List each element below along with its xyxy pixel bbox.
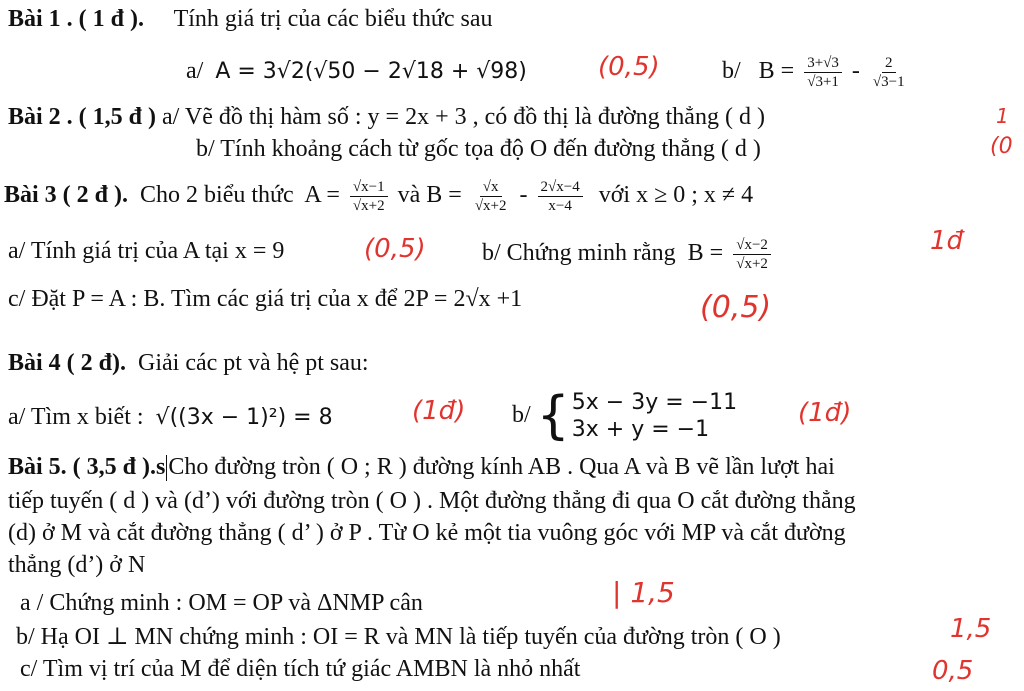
b5-mark-a: | 1,5 (612, 576, 675, 609)
b4-a-expr: √((3x − 1)²) = 8 (155, 405, 333, 430)
b3-b-den: √x+2 (736, 256, 768, 272)
b1-a-label: a/ (186, 58, 204, 84)
b2-line-a (8, 102, 765, 132)
b2-b: b/ Tính khoảng cách từ gốc tọa độ O đến đường thẳng ( d ) (196, 136, 761, 162)
b5-line1-text: Cho đường tròn ( O ; R ) đường kính AB . Qua A và B vẽ lần lượt hai (168, 454, 835, 480)
b4-b-label: b/ (512, 402, 531, 428)
b1-a-mark: (0,5) (598, 52, 660, 82)
b3-A-frac (350, 178, 388, 215)
b1-b (722, 54, 912, 91)
b2-title: Bài 2 . ( 1,5 đ ) (8, 104, 157, 130)
b3-b-frac (733, 236, 771, 273)
b3-A-num: √x−1 (350, 178, 388, 197)
b1-b-frac2 (870, 54, 908, 91)
b1-b-lhs: B = (758, 58, 795, 85)
b1-line (8, 4, 492, 34)
b3-c-mark: (0,5) (700, 290, 772, 325)
b4-b-mark: (1đ) (798, 398, 852, 428)
b5-a: a / Chứng minh : OM = OP và ΔNMP cân (20, 590, 423, 616)
b4-line (8, 348, 369, 378)
b3-b-lhs: B = (687, 240, 724, 267)
b1-b-frac1-num: 3+√3 (804, 54, 842, 73)
b3-B-frac2 (538, 178, 583, 215)
b5-line3: (d) ở M và cắt đường thẳng ( d’ ) ở P . Từ O kẻ một tia vuông góc với MP và cắt đường (8, 520, 846, 546)
b5-line2: tiếp tuyến ( d ) và (d’) với đường tròn ( O ) . Một đường thẳng đi qua O cắt đường thẳng (8, 488, 856, 514)
b4-sys1: 5x − 3y = −11 (571, 390, 738, 416)
b1-b-minus: - (851, 58, 860, 85)
b3-title: Bài 3 ( 2 đ ). (4, 182, 129, 209)
b4-sys2: 3x + y = −1 (571, 417, 710, 443)
b3-A-lhs: A = (304, 182, 340, 209)
b1-b-frac2-den: √3−1 (872, 74, 905, 90)
b3-A-den: √x+2 (352, 198, 385, 214)
brace-icon: { (536, 386, 570, 447)
b2-a: a/ Vẽ đồ thị hàm số : y = 2x + 3 , có đồ thị là đường thẳng ( d ) (162, 104, 765, 130)
b1-b-label: b/ (722, 58, 741, 85)
b3-c: c/ Đặt P = A : B. Tìm các giá trị của x để 2P = 2√x +1 (8, 286, 523, 312)
b4-a-text: a/ Tìm x biết : (8, 404, 144, 430)
b3-line (4, 178, 753, 215)
b3-B-f2-num: 2√x−4 (538, 178, 583, 197)
b1-text: Tính giá trị của các biểu thức sau (173, 6, 493, 32)
b4-title: Bài 4 ( 2 đ). (8, 350, 127, 376)
b3-a-mark: (0,5) (364, 234, 426, 264)
b3-b-num: √x−2 (733, 236, 771, 255)
b4-system-lines (572, 389, 737, 443)
b5-mark-c: 0,5 (932, 656, 974, 686)
b3-B-minus: - (519, 182, 528, 209)
b1-a (186, 56, 527, 87)
b5-c: c/ Tìm vị trí của M để diện tích tứ giác AMBN là nhỏ nhất (20, 656, 581, 682)
b3-B-f1-num: √x (480, 178, 502, 197)
b3-b-mark: 1đ (930, 226, 964, 256)
b5-mark-b: 1,5 (950, 614, 992, 644)
b4-a-mark: (1đ) (412, 396, 466, 426)
b5-b: b/ Hạ OI ⊥ MN chứng minh : OI = R và MN là tiếp tuyến của đường tròn ( O ) (16, 624, 781, 650)
b2-mark-a: 1 (996, 104, 1009, 128)
b3-B-f2-den: x−4 (548, 198, 572, 214)
b3-B-lhs: B = (426, 182, 462, 209)
b5-title: Bài 5. ( 3,5 đ ).s (8, 454, 166, 480)
b3-a: a/ Tính giá trị của A tại x = 9 (8, 238, 285, 264)
b5-line4: thẳng (d’) ở N (8, 552, 146, 578)
b3-b (482, 236, 775, 273)
b4-b (512, 386, 738, 447)
b1-a-expr: A = 3√2(√50 − 2√18 + √98) (215, 59, 527, 84)
b4-a (8, 402, 333, 433)
b3-b-text: b/ Chứng minh rằng (482, 240, 676, 267)
b1-b-frac2-num: 2 (882, 54, 896, 73)
b3-and: và (397, 182, 421, 209)
b5-line1 (8, 452, 835, 482)
b3-cond: với x ≥ 0 ; x ≠ 4 (598, 182, 754, 209)
b4-text: Giải các pt và hệ pt sau: (138, 350, 369, 376)
b3-B-f1-den: √x+2 (474, 198, 507, 214)
b4-system (536, 386, 738, 447)
b1-b-frac1 (804, 54, 842, 91)
b1-title: Bài 1 . ( 1 đ ). (8, 6, 145, 32)
b3-B-frac1 (472, 178, 510, 215)
b1-b-frac1-den: √3+1 (807, 74, 839, 90)
b2-mark-b: (0 (990, 134, 1013, 159)
b3-text1: Cho 2 biểu thức (140, 182, 294, 209)
